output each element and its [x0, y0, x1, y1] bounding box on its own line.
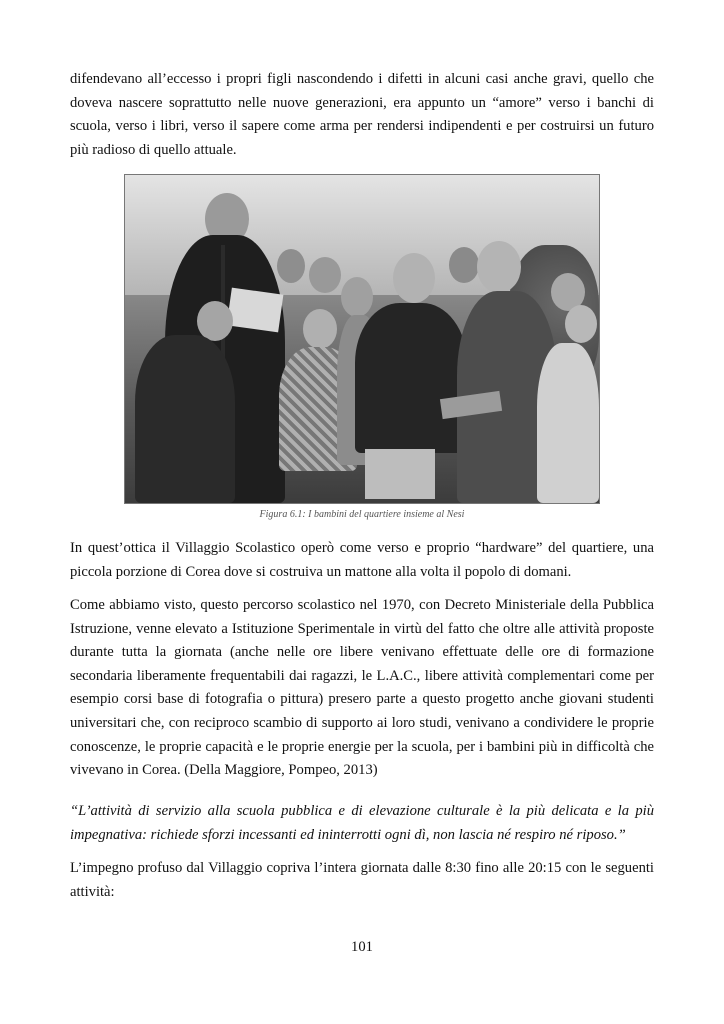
figure-photo [124, 174, 600, 504]
paragraph-istituzione: Come abbiamo visto, questo percorso scolastico nel 1970, con Decreto Ministeriale della Pubblica Istruzione, venne elevato a Istituzione Sperimentale in virtù del fatto che oltre alle attività proposte durante tutta la giornata (anche nelle ore libere venivano effettuate delle ore di formazione secondaria liberamente frequentabili dai ragazzi, le L.A.C., libere attività complementari come per esempio corsi base di fotografia o pittura) presero parte a questo progetto anche giovani studenti universitari che, con reciproco scambio di supporto ai loro studi, venivano a condividere le proprie conoscenze, le proprie capacità e le proprie energie per la scuola, per i bambini più in difficoltà che vivevano in Corea. (Della Maggiore, Pompeo, 2013) [70, 597, 654, 779]
diploma-paper [227, 288, 284, 333]
paragraph-impegno: L’impegno profuso dal Villaggio copriva l’intera giornata dalle 8:30 fino alle 20:15 con le seguenti attività: [70, 860, 654, 900]
paragraph-hardware: In quest’ottica il Villaggio Scolastico operò come verso e proprio “hardware” del quartiere, una piccola porzione di Corea dove si costruiva un mattone alla volta il popolo di domani. [70, 540, 654, 580]
paragraph-intro: difendevano all’eccesso i propri figli nascondendo i difetti in alcuni casi anche gravi, quello che doveva nascere soprattutto nelle nuove generazioni, era appunto un “amore” verso i banchi di scuola, verso i libri, verso il sapere come arma per rendersi indipendenti e per costruirsi un futuro più radioso di quello attuale. [70, 71, 654, 158]
quote-paragraph: “L’attività di servizio alla scuola pubblica e di elevazione culturale è la più delicata e la più impegnativa: richiede sforzi incessanti ed ininterrotti ogni dì, non lascia né respiro né riposo.” [70, 803, 654, 843]
figure-caption: Figura 6.1: I bambini del quartiere insieme al Nesi [259, 509, 465, 520]
page-number: 101 [351, 939, 373, 955]
